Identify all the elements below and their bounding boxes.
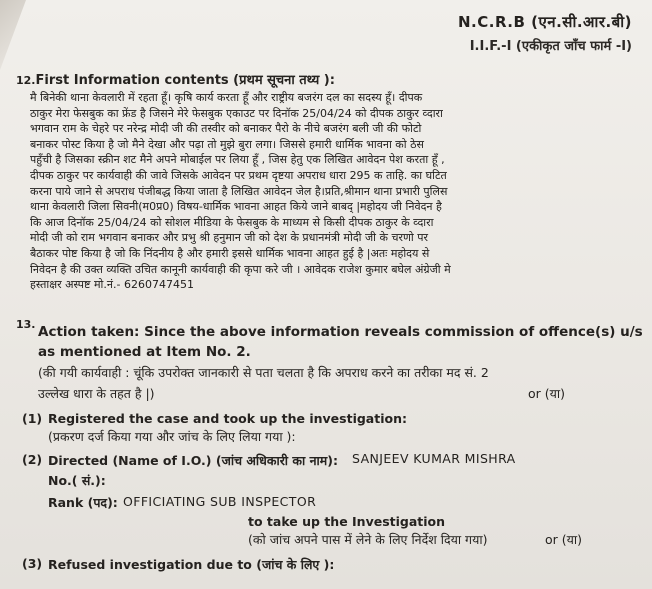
fir-text-line: बनाकर पोस्ट किया है जो मैने देखा और पढ़ा तो मुझे बुरा लगा। जिससे हमारी धार्मिक भावना को ठेस bbox=[30, 137, 424, 151]
rank-value: OFFICIATING SUB INSPECTOR bbox=[123, 494, 317, 509]
or-label-2: or (या) bbox=[545, 532, 583, 547]
section-12-number: 12. bbox=[16, 74, 36, 87]
rank-label: Rank (पद): bbox=[48, 495, 118, 510]
fir-text-line: भगवान राम के चेहरे पर नरेन्द्र मोदी जी की तस्वीर को बनाकर पैरो के नीचे बजरंग बली जी की फोटो bbox=[30, 122, 422, 136]
section-13-number: 13. bbox=[16, 318, 36, 331]
refused-investigation-label: Refused investigation due to (जांच के लिए ): bbox=[48, 557, 335, 572]
item-1-text: Registered the case and took up the investigation: bbox=[48, 411, 407, 426]
fir-text-line: कि आज दिनॉक 25/04/24 को सोशल मीडिया के फेसबुक के माध्यम से किसी दीपक ठाकुर के व्दारा bbox=[30, 215, 434, 229]
take-up-hindi: (को जांच अपने पास में लेने के लिए निर्देश दिया गया) bbox=[248, 532, 488, 547]
io-number-label: No.( सं.): bbox=[48, 473, 106, 488]
fir-text-line: पहुँची है जिसका स्क्रीन शट मैने अपने मोबाईल पर लिया हूँ , जिस हेतु एक लिखित आवेदन पेश करता हूँ , bbox=[30, 153, 445, 167]
page-curl-shadow bbox=[0, 0, 26, 70]
action-taken-hindi-line-2: उल्लेख धारा के तहत है |) bbox=[38, 386, 155, 401]
take-up-investigation: to take up the Investigation bbox=[248, 514, 446, 529]
action-taken-hindi-line-1: (की गयी कार्यवाही : चूंकि उपरोक्त जानकारी से पता चलता है कि अपराध करने का तरीका मद सं. 2 bbox=[38, 365, 489, 380]
fir-text-line: दीपक ठाकुर पर कार्यवाही की जावे जिसके आवेदन पर प्रथम दृष्टया अपराध धारा 295 क ताहि. का घटित bbox=[30, 168, 447, 182]
fir-text-line: मोदी जी को राम भगवान बनाकर और प्रभु श्री हनुमान जी को देश के प्रधानमंत्री मोदी जी के चरणो पर bbox=[30, 231, 428, 245]
item-1-number: (1) bbox=[22, 411, 43, 426]
fir-text-line: निवेदन है की उक्त व्यक्ति उचित कानूनी कार्यवाही की कृपा करे जी । आवेदक राजेश कुमार बघेल अंग्रेजी मे bbox=[30, 262, 451, 276]
io-name-label: Directed (Name of I.O.) (जांच अधिकारी का नाम): bbox=[48, 453, 338, 468]
fir-text-line: ठाकुर मेरा फेसबुक का फ्रेंड है जिसने मेरे फेसबुक एकाउट पर दिनॉक 25/04/24 को दीपक ठाकुर व्दारा bbox=[30, 106, 443, 120]
action-taken-line-2: as mentioned at Item No. 2. bbox=[38, 344, 251, 360]
fir-text-line: करना पाये जाने से अपराध पंजीबद्ध किया जाता है लिखित आवेदन जेल है।प्रति,श्रीमान थाना प्रभारी पुलिस bbox=[30, 184, 448, 198]
fir-text-line: हस्ताक्षर अस्पष्ट मो.नं.- 6260747451 bbox=[30, 278, 194, 292]
fir-text-line: थाना केवलारी जिला सिवनी(म0प्र0) विषय-धार्मिक भावना आहत किये जाने बाबद् |महोदय जी निवेदन है bbox=[30, 200, 442, 214]
first-information-text bbox=[30, 90, 590, 293]
or-label-1: or (या) bbox=[528, 386, 566, 401]
item-1-hindi: (प्रकरण दर्ज किया गया और जांच के लिए लिया गया ): bbox=[48, 429, 296, 444]
fir-text-line: मै बिनेकी थाना केवलारी में रहता हूँ। कृषि कार्य करता हूँ और राष्ट्रीय बजरंग दल का सदस्य हूँ। दीपक bbox=[30, 91, 423, 104]
item-3-number: (3) bbox=[22, 556, 43, 571]
item-2-number: (2) bbox=[22, 452, 43, 467]
fir-text-line: बैठाकर पोष्ट किया है जो कि निंदनीय है और हमारी इससे धार्मिक भावना आहत हुई है |अतः महोदय से bbox=[30, 246, 430, 260]
ncrb-header: N.C.R.B (एन.सी.आर.बी) bbox=[457, 13, 632, 31]
section-12-heading bbox=[16, 69, 335, 88]
io-name-value: SANJEEV KUMAR MISHRA bbox=[352, 451, 516, 466]
action-taken-line-1: Action taken: Since the above information reveals commission of offence(s) u/s bbox=[38, 324, 643, 340]
form-header: I.I.F.-I (एकीकृत जाँच फार्म -I) bbox=[469, 39, 632, 54]
section-12-title: First Information contents (प्रथम सूचना तथ्य ): bbox=[35, 73, 335, 88]
